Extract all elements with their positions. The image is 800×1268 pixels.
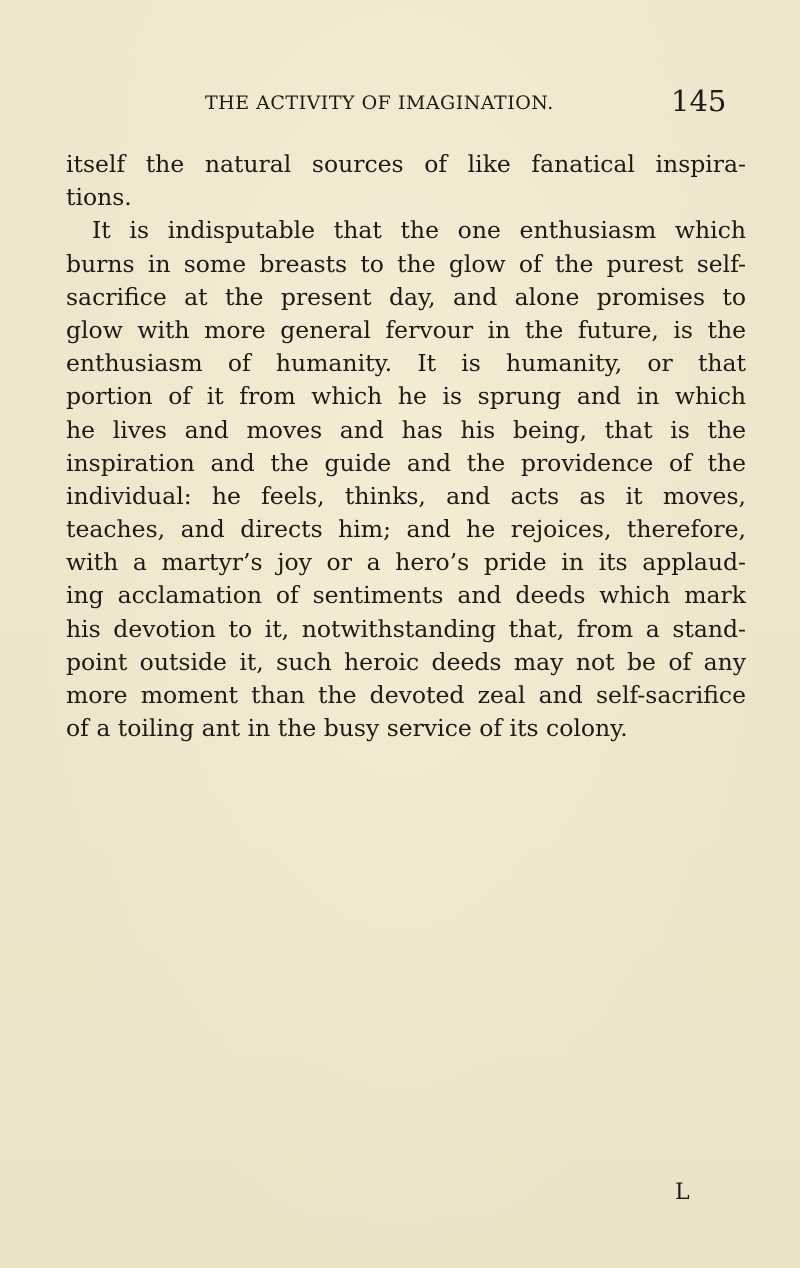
text-line: individual: he feels, thinks, and acts as it moves,: [66, 481, 746, 510]
text-line: point outside it, such heroic deeds may not be of any: [66, 647, 746, 676]
paragraph-start-line: It is indisputable that the one enthusiasm which: [92, 216, 746, 245]
signature-mark: L: [675, 1180, 690, 1205]
text-line: with a martyr’s joy or a hero’s pride in its applaud-: [66, 548, 746, 577]
text-line: more moment than the devoted zeal and self-sacrifice: [66, 681, 746, 709]
text-line: itself the natural sources of like fanatical inspira-: [66, 150, 746, 178]
page-number: 145: [671, 84, 727, 118]
text-line: ing acclamation of sentiments and deeds which mark: [66, 581, 746, 610]
text-line: of a toiling ant in the busy service of its colony.: [66, 714, 628, 743]
text-line: enthusiasm of humanity. It is humanity, or that: [66, 349, 746, 378]
text-line: his devotion to it, notwithstanding that, from a stand-: [66, 614, 746, 643]
text-line: portion of it from which he is sprung and in which: [66, 382, 746, 411]
text-line: tions.: [66, 183, 132, 212]
running-title: THE ACTIVITY OF IMAGINATION.: [205, 92, 554, 114]
text-line: he lives and moves and has his being, that is the: [66, 415, 746, 444]
text-line: burns in some breasts to the glow of the purest self-: [66, 249, 746, 278]
text-line: teaches, and directs him; and he rejoices, therefore,: [66, 515, 746, 544]
body-text: [66, 148, 746, 745]
text-line: glow with more general fervour in the future, is the: [66, 315, 746, 344]
text-line: inspiration and the guide and the providence of the: [66, 448, 746, 477]
text-line: sacrifice at the present day, and alone promises to: [66, 282, 746, 311]
